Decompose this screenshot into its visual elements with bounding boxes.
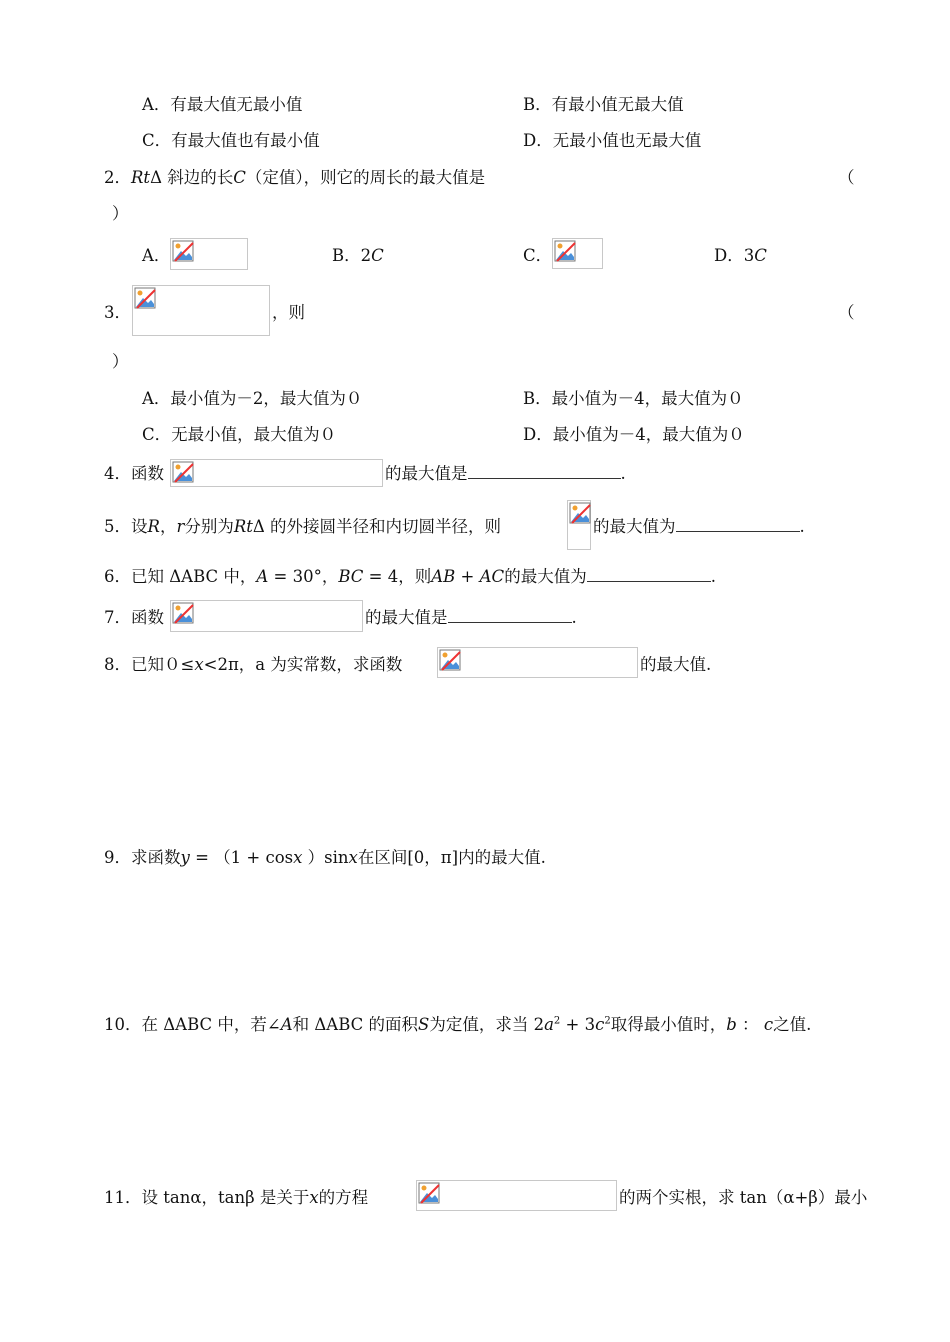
q8-stem (104, 654, 402, 676)
q6-A: A (256, 567, 269, 586)
q5-formula-image (567, 500, 591, 550)
q9-y: y (180, 848, 190, 867)
q8-formula-image (437, 647, 638, 678)
q1-option-a: A．有最大值无最小值 (142, 95, 303, 114)
q4-formula-image (170, 459, 383, 487)
q11-formula-image (416, 1180, 617, 1211)
q7-stem: 7．函数 (104, 608, 164, 627)
q10-mid: 和 ΔABC 的面积 (292, 1015, 419, 1034)
q10-mid3: 取得最小值时， (610, 1015, 727, 1034)
q9-mid: ）sin (302, 848, 349, 867)
q11-stem (104, 1187, 368, 1209)
q6-stem (104, 566, 716, 588)
broken-image-icon (554, 240, 576, 262)
q8-after: 的最大值. (640, 655, 712, 674)
q5-answer-blank[interactable] (676, 517, 800, 532)
q10-exp1: 2 (553, 1015, 561, 1027)
q8-x: x (194, 655, 204, 674)
q3-option-c: C．无最小值，最大值为０ (142, 425, 337, 444)
q5-after-text: 的最大值为 (593, 517, 676, 536)
q2-option-b (332, 245, 384, 267)
q8-mid: <2π，a 为实常数，求函数 (203, 655, 403, 674)
q6-answer-blank[interactable] (587, 567, 711, 582)
q10-A: A (280, 1015, 293, 1034)
q2-option-c-image (552, 238, 603, 269)
q4-after-text: 的最大值是 (385, 464, 468, 483)
q6-plus: + (455, 567, 480, 586)
q6-after-text: 的最大值为 (504, 567, 587, 586)
q1-option-d: D．无最小值也无最大值 (523, 131, 702, 150)
q5-after (593, 516, 805, 538)
q6-eq1: = 30°， (268, 567, 339, 586)
q9-x1: x (293, 848, 303, 867)
q11-x: x (309, 1188, 319, 1207)
q6-eq2: = 4，则 (363, 567, 432, 586)
q10-stem (104, 1014, 811, 1036)
q8-pre: 8．已知０≤ (104, 655, 195, 674)
q10-plus: + 3 (560, 1015, 596, 1034)
q10-exp2: 2 (604, 1015, 611, 1027)
q2-stem (104, 167, 485, 189)
q2-option-a-label: A． (142, 246, 171, 265)
broken-image-icon (172, 461, 194, 483)
q10-S: S (418, 1015, 430, 1034)
q2-paren-close: ） (112, 204, 129, 223)
q2-option-d (714, 245, 767, 267)
q1-option-c: C．有最大值也有最小值 (142, 131, 320, 150)
q2-number: 2． (104, 168, 131, 187)
q9-x2: x (348, 848, 358, 867)
q2-option-a (142, 245, 170, 267)
q2-option-d-label: D．3 (714, 246, 755, 265)
q4-answer-blank[interactable] (468, 464, 621, 479)
q7-after-text: 的最大值是 (365, 608, 448, 627)
q3-paren-open: （ (838, 303, 855, 322)
q10-mid2: 为定值，求当 2 (429, 1015, 545, 1034)
broken-image-icon (134, 287, 156, 309)
broken-image-icon (172, 602, 194, 624)
q10-c: c (595, 1015, 605, 1034)
q2-option-d-var: C (754, 246, 767, 265)
q10-b: b (726, 1015, 737, 1034)
q5-comma: ， (159, 517, 177, 536)
broken-image-icon (172, 240, 194, 262)
q2-option-b-label: B．2 (332, 246, 372, 265)
q5-number: 5．设 (104, 517, 148, 536)
q2-option-a-image (170, 238, 248, 270)
q9-eq: = （1 + cos (189, 848, 294, 867)
q3-option-a: A．最小值为－2，最大值为０ (142, 389, 363, 408)
q4-after (385, 463, 626, 485)
q9-stem (104, 847, 546, 869)
broken-image-icon (418, 1182, 440, 1204)
q7-after (365, 607, 577, 629)
q3-paren-close: ） (112, 352, 129, 371)
q2-triangle: Δ 斜边的长 (150, 168, 234, 187)
q5-R: R (147, 517, 160, 536)
q9-after: 在区间[0，π]内的最大值. (357, 848, 546, 867)
q6-pre: 6．已知 ΔABC 中， (104, 567, 257, 586)
q2-rest: （定值），则它的周长的最大值是 (245, 168, 486, 187)
q11-mid: 的方程 (318, 1188, 369, 1207)
q3-option-d: D．最小值为－4，最大值为０ (523, 425, 745, 444)
q10-pre: 10．在 ΔABC 中，若∠ (104, 1015, 281, 1034)
q9-pre: 9．求函数 (104, 848, 181, 867)
q5-r: r (176, 517, 185, 536)
q2-option-c-label: C． (523, 246, 553, 265)
q11-pre: 11．设 tanα，tanβ 是关于 (104, 1188, 310, 1207)
q10-colon: ： (736, 1015, 764, 1034)
q2-paren-open: （ (838, 168, 855, 187)
q10-end: 之值. (773, 1015, 812, 1034)
q2-option-b-var: C (371, 246, 384, 265)
q3-number: 3． (104, 303, 131, 322)
q6-AC: AC (479, 567, 505, 586)
q3-formula-image (132, 285, 270, 336)
q5-tail: Δ 的外接圆半径和内切圆半径，则 (252, 517, 502, 536)
q5-mid: 分别为 (184, 517, 234, 536)
q7-answer-blank[interactable] (448, 608, 572, 623)
broken-image-icon (439, 649, 461, 671)
q11-after: 的两个实根，求 tan（α+β）最小 (619, 1188, 868, 1207)
q7-formula-image (170, 600, 363, 632)
q6-BC: BC (338, 567, 364, 586)
q5-end: . (799, 517, 805, 536)
q10-c2: c (763, 1015, 774, 1034)
q3-after: ，则 (272, 303, 305, 322)
broken-image-icon (569, 502, 591, 524)
q10-a: a (544, 1015, 554, 1034)
q5-rt: Rt (233, 517, 253, 536)
q1-option-b: B．有最小值无最大值 (523, 95, 684, 114)
q2-option-c (523, 245, 552, 267)
q4-end: . (620, 464, 626, 483)
q6-AB: AB (431, 567, 456, 586)
q4-stem: 4．函数 (104, 464, 164, 483)
q5-stem (104, 516, 501, 538)
q2-c: C (233, 168, 246, 187)
q3-option-b: B．最小值为－4，最大值为０ (523, 389, 744, 408)
q2-rt: Rt (131, 168, 151, 187)
q6-end: . (710, 567, 716, 586)
q7-end: . (571, 608, 577, 627)
